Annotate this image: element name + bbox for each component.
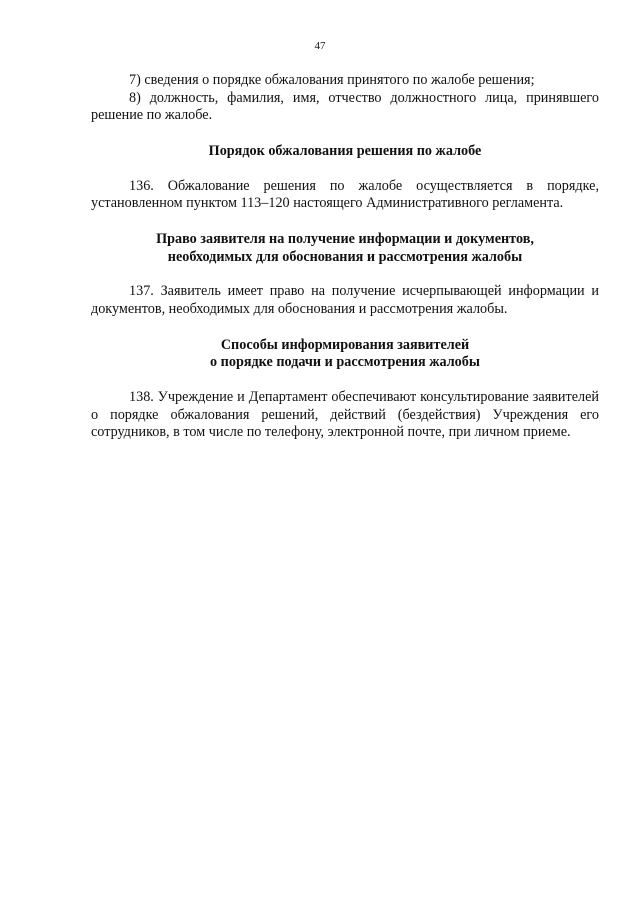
section-heading-appeal-procedure: [91, 143, 599, 161]
section-heading-right-to-information: [91, 231, 599, 267]
heading-line: Право заявителя на получение информации и документов,: [156, 230, 534, 247]
paragraph-138: 138. Учреждение и Департамент обеспечивают консультирование заявителей о порядке обжалования решений, действий (бездействия) Учреждения его сотрудников, в том числе по телефону, электронной почте, при личном приеме.: [91, 389, 599, 441]
list-item-8: 8) должность, фамилия, имя, отчество должностного лица, принявшего решение по жалобе.: [91, 89, 599, 124]
heading-line: Порядок обжалования решения по жалобе: [208, 142, 482, 159]
page-content: [91, 72, 599, 442]
page-number: 47: [314, 40, 326, 52]
list-item-7: 7) сведения о порядке обжалования принятого по жалобе решения;: [129, 72, 535, 88]
heading-line: о порядке подачи и рассмотрения жалобы: [210, 354, 480, 371]
heading-line: необходимых для обоснования и рассмотрения жалобы: [167, 248, 523, 265]
section-heading-informing-methods: [91, 337, 599, 373]
heading-line: Способы информирования заявителей: [220, 336, 470, 353]
paragraph-136: 136. Обжалование решения по жалобе осуществляется в порядке, установленном пунктом 113–120 настоящего Административного регламента.: [91, 177, 599, 212]
paragraph-137: 137. Заявитель имеет право на получение исчерпывающей информации и документов, необходимых для обоснования и рассмотрения жалобы.: [91, 283, 599, 317]
